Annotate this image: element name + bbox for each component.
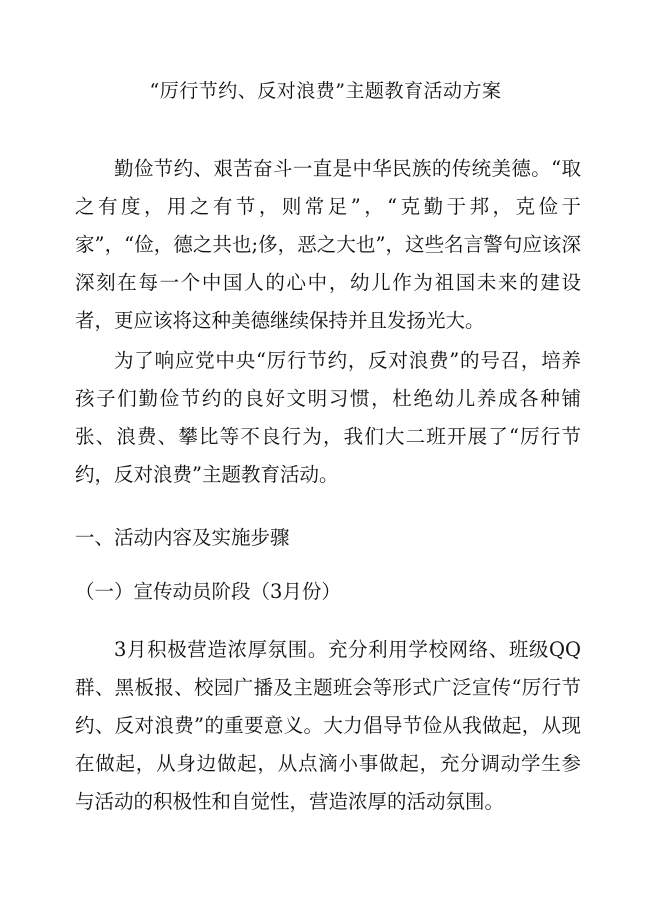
- subsection-heading: （一）宣传动员阶段（3月份）: [75, 580, 341, 603]
- purpose-paragraph: 为了响应党中央“厉行节约，反对浪费”的号召，培养孩子们勤俭节约的良好文明习惯，杜绝幼儿养成各种铺张、浪费、攀比等不良行为，我们大二班开展了“厉行节约，反对浪费”主题教育活动。: [75, 349, 581, 486]
- section-heading: 一、活动内容及实施步骤: [75, 526, 290, 549]
- document-title: “厉行节约、反对浪费”主题教育活动方案: [149, 80, 502, 102]
- intro-paragraph: 勤俭节约、艰苦奋斗一直是中华民族的传统美德。“取之有度，用之有节，则常足”，“克勤于邦，克俭于家”，“俭，德之共也;侈，恶之大也”，这些名言警句应该深深刻在每一个中国人的心中，幼儿作为祖国未来的建设者，更应该将这种美德继续保持并且发扬光大。: [75, 157, 581, 332]
- stage-paragraph: 3月积极营造浓厚氛围。充分利用学校网络、班级QQ群、黑板报、校园广播及主题班会等形式广泛宣传“厉行节约、反对浪费”的重要意义。大力倡导节俭从我做起，从现在做起，从身边做起，从点滴小事做起，充分调动学生参与活动的积极性和自觉性，营造浓厚的活动氛围。: [75, 638, 581, 813]
